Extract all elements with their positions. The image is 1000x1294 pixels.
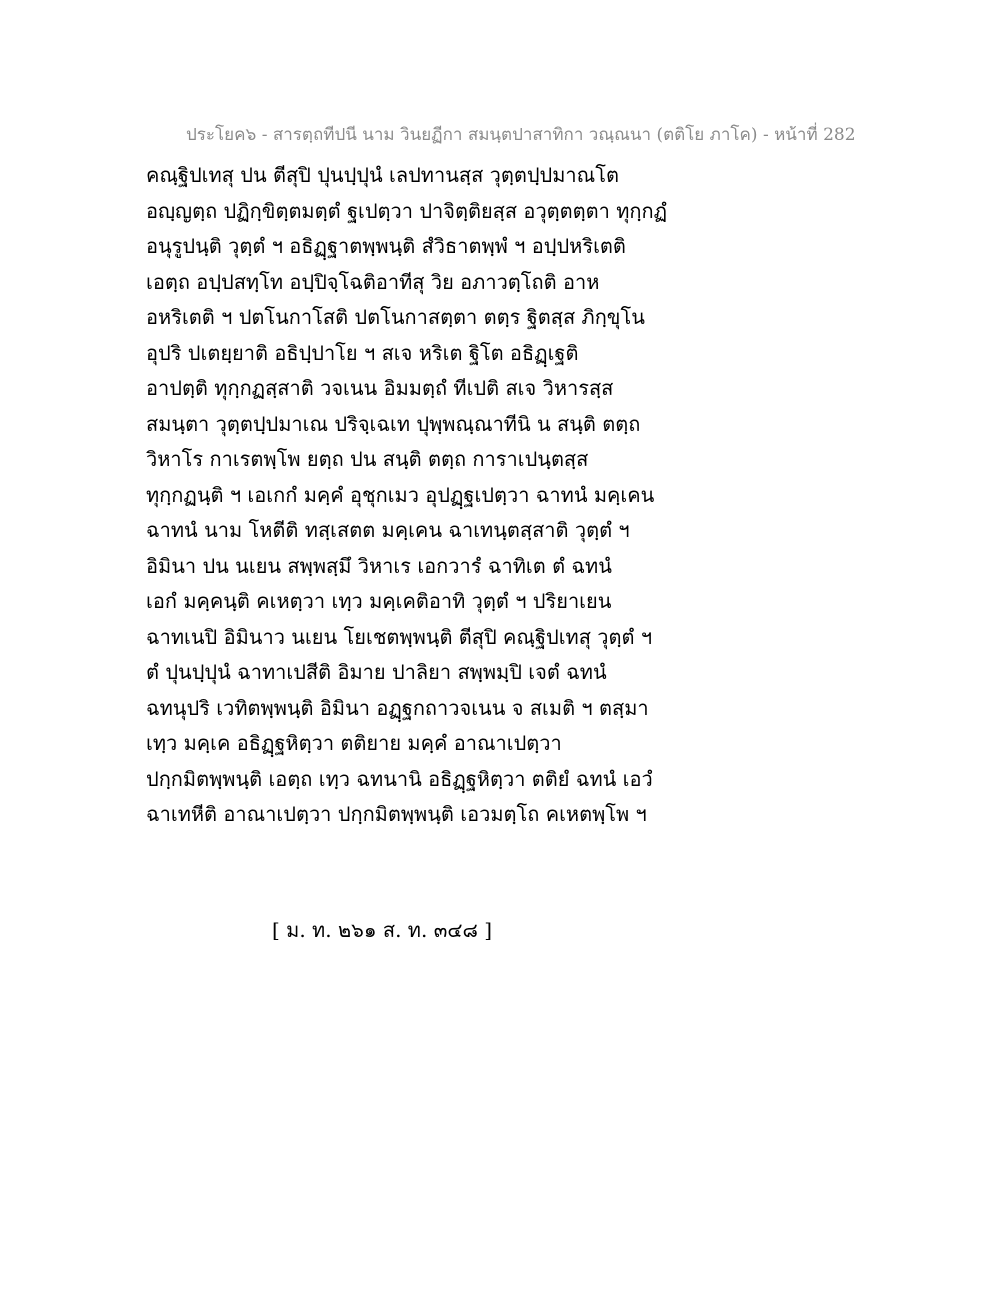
text-line: อนุรูปนฺติ วุตฺตํ ฯ อธิฏฺฐาตพฺพนฺติ สํวิธาตพฺพํ ฯ อปฺปหริเตติ	[146, 234, 626, 258]
text-line: เอตฺถ อปฺปสทฺโท อปฺปิจฺโฉติอาทีสุ วิย อภาวตฺโถติ อาห	[146, 269, 600, 294]
text-line: วิหาโร กาเรตพฺโพ ยตฺถ ปน สนฺติ ตตฺถ การาเปนฺตสฺส	[146, 447, 589, 471]
text-line: ฉทนุปริ เวทิตพฺพนฺติ อิมินา อฏฺฐกถาวจเนน จ สเมติ ฯ ตสฺมา	[146, 695, 649, 720]
text-line: เทฺว มคฺเค อธิฏฺฐหิตฺวา ตติยาย มคฺคํ อาณาเปตฺวา	[146, 731, 562, 755]
text-line: ฉาทนํ นาม โหตีติ ทสฺเสตต มคฺเคน ฉาเทนฺตสฺสาติ วุตฺตํ ฯ	[146, 518, 630, 542]
text-line: ฉาเทหีติ อาณาเปตฺวา ปกฺกมิตพฺพนฺติ เอวมตฺโถ คเหตพฺโพ ฯ	[146, 802, 647, 826]
text-line: อุปริ ปเตยฺยาติ อธิปฺปาโย ฯ สเจ หริเต ฐิโต อธิฏฺเฐติ	[146, 340, 579, 365]
text-line: ปกฺกมิตพฺพนฺติ เอตฺถ เทฺว ฉทนานิ อธิฏฺฐหิตฺวา ตติยํ ฉทนํ เอวํ	[146, 766, 653, 791]
text-line: อิมินา ปน นเยน สพฺพสฺมึ วิหาเร เอกวารํ ฉาทิเต ตํ ฉทนํ	[146, 553, 612, 578]
text-line: ตํ ปุนปฺปุนํ ฉาทาเปสีติ อิมาย ปาลิยา สพฺพมฺปิ เจตํ ฉทนํ	[146, 660, 607, 684]
page-header: ประโยค๖ - สารตฺถทีปนี นาม วินยฏีกา สมนฺตปาสาทิกา วณฺณนา (ตติโย ภาโค) - หน้าที่ 282	[186, 125, 856, 145]
text-line: สมนฺตา วุตฺตปฺปมาเณ ปริจฺเฉเท ปุพฺพณฺณาทีนิ น สนฺติ ตตฺถ	[146, 411, 641, 436]
text-line: ฉาทเนปิ อิมินาว นเยน โยเชตพฺพนฺติ ตีสุปิ คณฺฐิปเทสุ วุตฺตํ ฯ	[146, 624, 653, 649]
text-line: ทุกฺกฏนฺติ ฯ เอเกกํ มคฺคํ อุชุกเมว อุปฏฺฐเปตฺวา ฉาทนํ มคฺเคน	[146, 482, 655, 507]
text-line: อาปตฺติ ทุกฺกฏสฺสาติ วจเนน อิมมตฺถํ ทีเปติ สเจ วิหารสฺส	[146, 376, 614, 400]
reference-citation: [ ม. ท. ๒๖๑ ส. ท. ๓๔๘ ]	[272, 918, 493, 942]
text-line: อญฺญตฺถ ปฏิกฺขิตฺตมตฺตํ ฐเปตฺวา ปาจิตฺติยสฺส อวุตฺตตฺตา ทุกฺกฏํ	[146, 198, 668, 223]
text-line: คณฺฐิปเทสุ ปน ตีสุปิ ปุนปฺปุนํ เลปทานสฺส วุตฺตปฺปมาณโต	[146, 163, 619, 187]
body-text	[146, 158, 686, 833]
text-line: เอกํ มคฺคนฺติ คเหตฺวา เทฺว มคฺเคติอาทิ วุตฺตํ ฯ ปริยาเยน	[146, 589, 612, 613]
text-line: อหริเตติ ฯ ปตโนกาโสติ ปตโนกาสตฺตา ตตฺร ฐิตสฺส ภิกฺขุโน	[146, 305, 645, 329]
